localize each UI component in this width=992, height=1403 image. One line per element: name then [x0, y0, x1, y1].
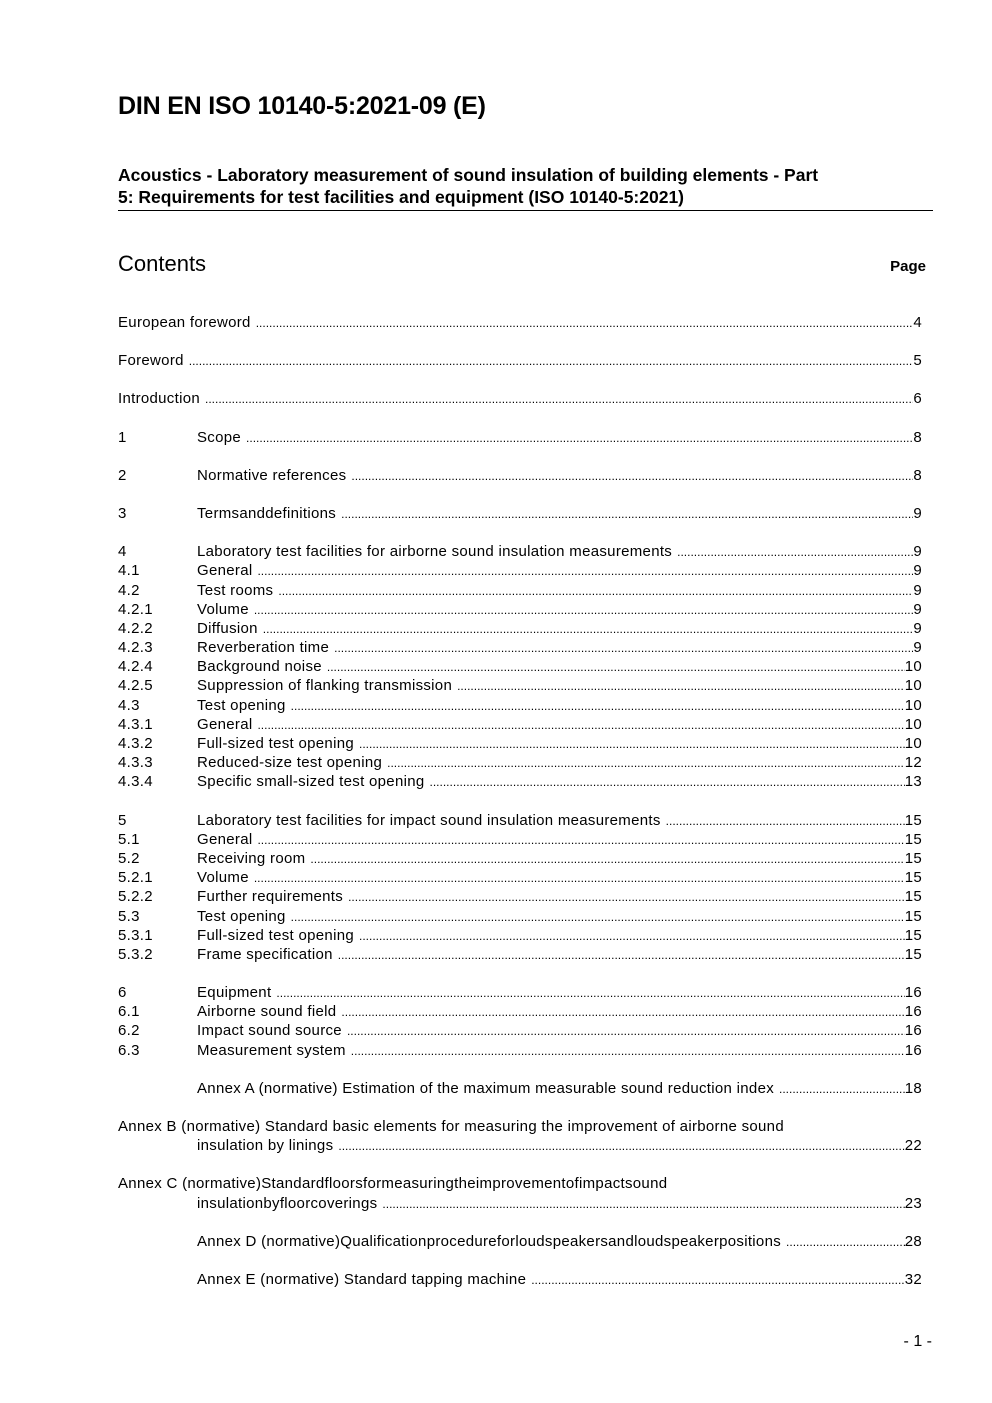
- toc-entry[interactable]: [118, 1021, 922, 1040]
- toc-leader-dots: [276, 983, 904, 1003]
- page-number: - 1 -: [903, 1333, 932, 1350]
- toc-entry-number: 6: [118, 984, 127, 1002]
- toc-entry-title: Airborne sound field: [197, 1003, 337, 1021]
- toc-entry-title: Volume: [197, 869, 249, 887]
- toc-entry-title: General: [197, 562, 253, 580]
- toc-entry[interactable]: [118, 1041, 922, 1060]
- toc-entry-title: General: [197, 715, 253, 733]
- toc-entry-number: 4.2: [118, 581, 140, 599]
- toc-leader-dots: [254, 868, 905, 888]
- toc-entry[interactable]: [118, 676, 922, 695]
- toc-annex-entry[interactable]: [118, 1079, 922, 1098]
- toc-entry-page: 32: [904, 1270, 922, 1288]
- toc-entry[interactable]: [118, 619, 922, 638]
- page-column-label: Page: [890, 258, 926, 275]
- toc-entry-page: 16: [904, 1022, 922, 1040]
- toc-entry-page: 5: [913, 352, 922, 370]
- toc-leader-dots: [359, 734, 905, 754]
- annex-title-line-1: Annex C (normative)Standardfloorsformeasuringtheimprovementofimpactsound: [118, 1175, 668, 1193]
- toc-entry-page: 15: [904, 926, 922, 944]
- toc-entry-page: 12: [904, 754, 922, 772]
- toc-entry-number: 5.3: [118, 907, 140, 925]
- toc-entry-number: 6.3: [118, 1041, 140, 1059]
- toc-entry-title: Receiving room: [197, 849, 306, 867]
- toc-entry[interactable]: [118, 428, 922, 447]
- toc-entry-title: General: [197, 830, 253, 848]
- toc-entry-title: Laboratory test facilities for airborne sound insulation measurements: [197, 543, 673, 561]
- annex-title: Annex E (normative) Standard tapping machine: [197, 1270, 527, 1288]
- toc-leader-dots: [291, 907, 905, 927]
- toc-leader-dots: [430, 772, 905, 792]
- toc-entry-page: 9: [913, 543, 922, 561]
- toc-entry-title: Further requirements: [197, 888, 344, 906]
- annex-title: Annex A (normative) Estimation of the maximum measurable sound reduction index: [197, 1079, 775, 1097]
- toc-entry[interactable]: [118, 313, 922, 332]
- toc-entry[interactable]: [118, 542, 922, 561]
- toc-entry-number: 4.2.4: [118, 658, 153, 676]
- toc-entry-page: 9: [913, 639, 922, 657]
- toc-entry[interactable]: [118, 907, 922, 926]
- toc-annex-entry[interactable]: [118, 1232, 922, 1251]
- toc-leader-dots: [310, 849, 904, 869]
- toc-leader-dots: [205, 389, 913, 409]
- toc-entry-title: Laboratory test facilities for impact sound insulation measurements: [197, 811, 661, 829]
- toc-entry-title: Introduction: [118, 390, 200, 408]
- toc-entry-title: Suppression of flanking transmission: [197, 677, 453, 695]
- toc-entry-title: Normative references: [197, 466, 347, 484]
- toc-entry-number: 1: [118, 428, 127, 446]
- toc-entry-page: 16: [904, 984, 922, 1002]
- toc-entry-page: 8: [913, 428, 922, 446]
- toc-leader-dots: [382, 1194, 904, 1214]
- toc-leader-dots: [351, 1041, 905, 1061]
- toc-entry-number: 3: [118, 504, 127, 522]
- toc-entry-number: 5.1: [118, 830, 140, 848]
- toc-entry-title: Measurement system: [197, 1041, 346, 1059]
- toc-entry-title: Full-sized test opening: [197, 735, 354, 752]
- toc-entry-title: Volume: [197, 600, 249, 618]
- document-id: DIN EN ISO 10140-5:2021-09 (E): [118, 92, 486, 120]
- toc-entry-page: 15: [904, 849, 922, 867]
- toc-entry-page: 6: [913, 390, 922, 408]
- toc-entry-title: Termsanddefinitions: [197, 504, 337, 522]
- toc-leader-dots: [257, 715, 904, 735]
- toc-leader-dots: [341, 504, 913, 524]
- toc-entry-page: 18: [904, 1079, 922, 1097]
- toc-entry-number: 4.2.1: [118, 600, 153, 618]
- toc-entry-title: Impact sound source: [197, 1022, 342, 1040]
- toc-entry[interactable]: [118, 351, 922, 370]
- toc-entry-number: 4: [118, 543, 127, 561]
- toc-entry[interactable]: [118, 983, 922, 1002]
- toc-leader-dots: [338, 945, 905, 965]
- toc-entry-title: Scope: [197, 428, 242, 446]
- toc-entry[interactable]: [118, 696, 922, 715]
- toc-entry-number: 4.3.1: [118, 715, 153, 733]
- toc-entry-number: 6.1: [118, 1003, 140, 1021]
- toc-entry-title: Frame specification: [197, 945, 333, 963]
- toc-leader-dots: [246, 428, 913, 448]
- toc-entry-page: 15: [904, 869, 922, 887]
- toc-entry[interactable]: [118, 830, 922, 849]
- table-of-contents: [118, 313, 922, 1289]
- toc-entry-page: 9: [913, 600, 922, 618]
- toc-entry-page: 9: [913, 619, 922, 637]
- toc-entry-page: 9: [913, 504, 922, 522]
- annex-title-line-1: Annex B (normative) Standard basic elements for measuring the improvement of airborne sound: [118, 1118, 784, 1135]
- toc-entry-page: 16: [904, 1003, 922, 1021]
- toc-entry-number: 4.2.2: [118, 619, 153, 637]
- toc-leader-dots: [189, 351, 914, 371]
- toc-entry[interactable]: [118, 926, 922, 945]
- toc-entry-title: Test opening: [197, 696, 286, 714]
- toc-leader-dots: [351, 466, 913, 486]
- toc-leader-dots: [786, 1232, 905, 1252]
- toc-entry-number: 4.2.5: [118, 677, 153, 695]
- toc-entry-page: 10: [904, 735, 922, 752]
- toc-entry-number: 4.3.3: [118, 754, 153, 772]
- toc-leader-dots: [263, 619, 914, 639]
- toc-entry-number: 4.2.3: [118, 639, 153, 657]
- toc-entry-page: 16: [904, 1041, 922, 1059]
- toc-entry-page: 9: [913, 562, 922, 580]
- toc-entry-number: 5: [118, 811, 127, 829]
- contents-heading: Contents: [118, 251, 207, 276]
- toc-entry-number: 4.3.4: [118, 773, 153, 791]
- toc-entry-title: Reduced-size test opening: [197, 754, 383, 772]
- toc-entry-title: Foreword: [118, 352, 184, 370]
- toc-entry[interactable]: [118, 638, 922, 657]
- toc-entry-page: 8: [913, 466, 922, 484]
- subtitle-line-2: 5: Requirements for test facilities and equipment (ISO 10140-5:2021): [118, 187, 685, 207]
- toc-entry-number: 5.3.2: [118, 945, 153, 963]
- toc-entry[interactable]: [118, 849, 922, 868]
- toc-entry-title: Full-sized test opening: [197, 926, 354, 944]
- toc-entry-title: Test opening: [197, 907, 286, 925]
- toc-entry[interactable]: [118, 772, 922, 791]
- toc-leader-dots: [257, 830, 904, 850]
- toc-entry[interactable]: [118, 466, 922, 485]
- toc-leader-dots: [256, 313, 914, 333]
- toc-entry-number: 6.2: [118, 1022, 140, 1040]
- toc-annex-entry[interactable]: [118, 1117, 922, 1155]
- toc-entry-page: 28: [904, 1232, 922, 1250]
- toc-leader-dots: [779, 1079, 905, 1099]
- annex-title-line-2: insulationbyfloorcoverings: [197, 1194, 378, 1212]
- annex-row: [118, 1270, 922, 1289]
- annex-row: [118, 1232, 922, 1251]
- toc-leader-dots: [278, 581, 913, 601]
- toc-entry[interactable]: [118, 600, 922, 619]
- toc-leader-dots: [257, 561, 913, 581]
- toc-entry-number: 5.2: [118, 849, 140, 867]
- toc-leader-dots: [291, 696, 905, 716]
- toc-entry-page: 15: [904, 830, 922, 848]
- toc-annex-entry[interactable]: [118, 1174, 922, 1212]
- toc-entry-title: European foreword: [118, 314, 251, 331]
- toc-entry[interactable]: [118, 657, 922, 676]
- toc-entry[interactable]: [118, 753, 922, 772]
- toc-entry-number: 4.3: [118, 696, 140, 714]
- toc-entry[interactable]: [118, 504, 922, 523]
- toc-leader-dots: [531, 1270, 904, 1290]
- toc-entry-title: Equipment: [197, 984, 272, 1002]
- toc-entry-page: 10: [904, 715, 922, 733]
- toc-entry-number: 4.3.2: [118, 735, 153, 752]
- toc-entry-page: 13: [904, 773, 922, 791]
- annex-title-line-2-row: [118, 1194, 922, 1213]
- toc-entry-title: Reverberation time: [197, 639, 330, 657]
- document-subtitle: [118, 164, 933, 208]
- toc-leader-dots: [348, 887, 905, 907]
- toc-leader-dots: [666, 811, 905, 831]
- toc-leader-dots: [341, 1002, 904, 1022]
- toc-leader-dots: [387, 753, 905, 773]
- toc-entry-page: 4: [913, 314, 922, 331]
- toc-entry-title: Specific small-sized test opening: [197, 773, 425, 791]
- toc-entry[interactable]: [118, 715, 922, 734]
- toc-leader-dots: [334, 638, 913, 658]
- toc-entry[interactable]: [118, 887, 922, 906]
- toc-annex-entry[interactable]: [118, 1270, 922, 1289]
- toc-entry-page: 9: [913, 581, 922, 599]
- toc-leader-dots: [338, 1136, 904, 1156]
- toc-entry-number: 5.2.1: [118, 869, 153, 887]
- toc-entry-page: 10: [904, 677, 922, 695]
- toc-leader-dots: [327, 657, 905, 677]
- toc-entry[interactable]: [118, 945, 922, 964]
- toc-entry-page: 15: [904, 811, 922, 829]
- toc-entry-page: 15: [904, 945, 922, 963]
- annex-row: [118, 1079, 922, 1098]
- toc-entry-title: Test rooms: [197, 581, 274, 599]
- toc-entry-number: 5.2.2: [118, 888, 153, 906]
- toc-leader-dots: [457, 676, 905, 696]
- toc-entry-page: 15: [904, 888, 922, 906]
- toc-entry-page: 22: [904, 1137, 922, 1155]
- toc-entry[interactable]: [118, 734, 922, 753]
- toc-entry-number: 2: [118, 466, 127, 484]
- toc-entry[interactable]: [118, 389, 922, 408]
- title-rule: [118, 210, 933, 211]
- subtitle-line-1: Acoustics - Laboratory measurement of sound insulation of building elements - Part: [118, 165, 819, 185]
- toc-entry-page: 15: [904, 907, 922, 925]
- toc-leader-dots: [359, 926, 905, 946]
- toc-entry[interactable]: [118, 1002, 922, 1021]
- toc-leader-dots: [677, 542, 913, 562]
- toc-entry[interactable]: [118, 561, 922, 580]
- annex-title: Annex D (normative)Qualificationprocedureforloudspeakersandloudspeakerpositions: [197, 1232, 782, 1250]
- toc-entry[interactable]: [118, 868, 922, 887]
- annex-title-line-2-row: [118, 1136, 922, 1155]
- toc-entry[interactable]: [118, 581, 922, 600]
- toc-entry-title: Background noise: [197, 658, 322, 676]
- toc-entry-title: Diffusion: [197, 619, 258, 637]
- toc-entry-page: 10: [904, 658, 922, 676]
- annex-title-line-2: insulation by linings: [197, 1137, 334, 1155]
- toc-leader-dots: [347, 1021, 905, 1041]
- toc-entry-page: 10: [904, 696, 922, 714]
- toc-leader-dots: [254, 600, 914, 620]
- toc-entry-page: 23: [904, 1194, 922, 1212]
- toc-entry-number: 4.1: [118, 562, 140, 580]
- toc-entry[interactable]: [118, 811, 922, 830]
- toc-entry-number: 5.3.1: [118, 926, 153, 944]
